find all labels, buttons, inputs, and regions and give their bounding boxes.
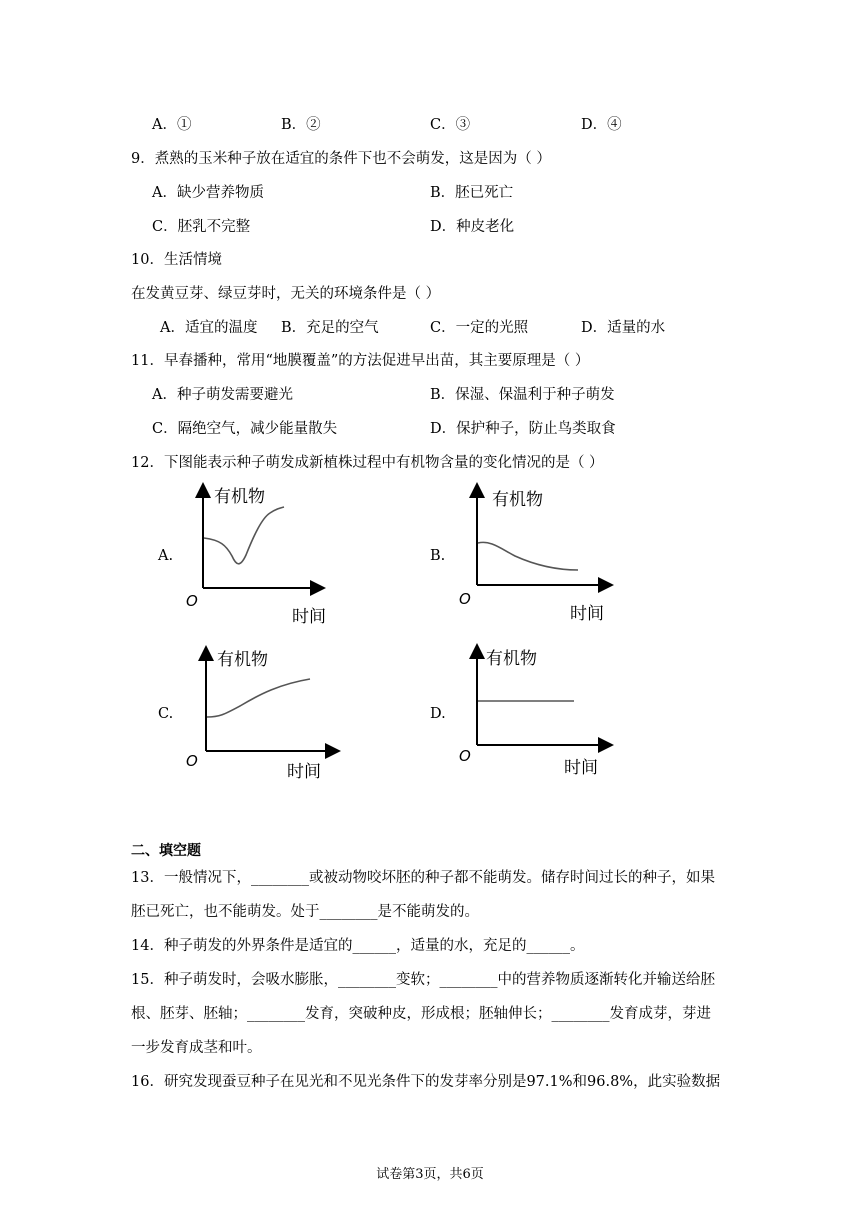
graph-b <box>459 490 606 624</box>
q13-line-1: 13．一般情况下，________或被动物咬坏胚的种子都不能萌发。储存时间过长的种子，如果 <box>131 870 715 886</box>
q16-stem: 16．研究发现蚕豆种子在见光和不见光条件下的发芽率分别是97.1%和96.8%，此实验数据 <box>131 1074 721 1090</box>
q12-stem: 12．下图能表示种子萌发成新植株过程中有机物含量的变化情况的是（ ） <box>131 455 604 471</box>
q11-stem: 11．早春播种，常用“地膜覆盖”的方法促进早出苗，其主要原理是（ ） <box>131 353 590 369</box>
graph-b-origin: O <box>459 590 471 608</box>
q10-stem: 在发黄豆芽、绿豆芽时，无关的环境条件是（ ） <box>131 286 441 302</box>
q8-option-c: C．③ <box>430 117 471 133</box>
q15-line-2: 根、胚芽、胚轴；________发育，突破种皮，形成根；胚轴伸长；________发育成芽，芽进 <box>131 1006 711 1022</box>
q9-option-d: D．种皮老化 <box>430 219 515 235</box>
graph-d-ylabel: 有机物 <box>486 649 537 669</box>
q10-option-c: C．一定的光照 <box>430 320 529 336</box>
q15-line-1: 15．种子萌发时，会吸水膨胀，________变软；________中的营养物质逐渐转化并输送给胚 <box>131 972 715 988</box>
graph-b-ylabel: 有机物 <box>492 490 543 510</box>
graph-d-origin: O <box>459 747 471 765</box>
section-2-title: 二、填空题 <box>131 843 201 859</box>
q9-option-a: A．缺少营养物质 <box>152 185 264 201</box>
graph-b-curve <box>478 542 578 570</box>
graph-c-ylabel: 有机物 <box>217 650 268 670</box>
q9-option-c: C．胚乳不完整 <box>152 219 251 235</box>
graph-a-label: A. <box>158 548 174 564</box>
graph-c-curve <box>207 679 310 717</box>
q11-option-d: D．保护种子，防止鸟类取食 <box>430 421 616 437</box>
q11-option-a: A．种子萌发需要避光 <box>152 387 293 403</box>
graph-a-curve <box>204 507 284 564</box>
q10-option-a: A．适宜的温度 <box>160 320 258 336</box>
q13-line-2: 胚已死亡，也不能萌发。处于________是不能萌发的。 <box>131 904 479 920</box>
graph-b-label: B. <box>430 548 446 564</box>
graph-c-origin: O <box>186 752 198 770</box>
graph-c-xlabel: 时间 <box>287 762 321 782</box>
q10-option-b: B．充足的空气 <box>281 320 379 336</box>
q8-option-d: D．④ <box>581 117 622 133</box>
graph-d-xlabel: 时间 <box>564 758 598 778</box>
q9-option-b: B．胚已死亡 <box>430 185 514 201</box>
graph-a-xlabel: 时间 <box>292 607 326 627</box>
graph-b-xlabel: 时间 <box>570 604 604 624</box>
q8-option-a: A．① <box>152 117 192 133</box>
page-footer: 试卷第3页，共6页 <box>376 1167 484 1182</box>
q10-heading: 10．生活情境 <box>131 252 222 268</box>
q9-stem: 9．煮熟的玉米种子放在适宜的条件下也不会萌发，这是因为（ ） <box>131 151 551 167</box>
q14-stem: 14．种子萌发的外界条件是适宜的______，适量的水，充足的______。 <box>131 938 585 954</box>
q11-option-c: C．隔绝空气，减少能量散失 <box>152 421 338 437</box>
q11-option-b: B．保湿、保温利于种子萌发 <box>430 387 615 403</box>
graph-c-label: C. <box>158 706 174 722</box>
graph-d-label: D. <box>430 706 446 722</box>
graph-c <box>186 650 333 782</box>
q15-line-3: 一步发育成茎和叶。 <box>131 1040 262 1056</box>
q10-option-d: D．适量的水 <box>581 320 666 336</box>
q8-option-b: B．② <box>281 117 321 133</box>
graph-a-ylabel: 有机物 <box>214 487 265 507</box>
graph-d <box>459 649 606 778</box>
graph-a-origin: O <box>186 592 198 610</box>
graph-a <box>186 487 326 627</box>
